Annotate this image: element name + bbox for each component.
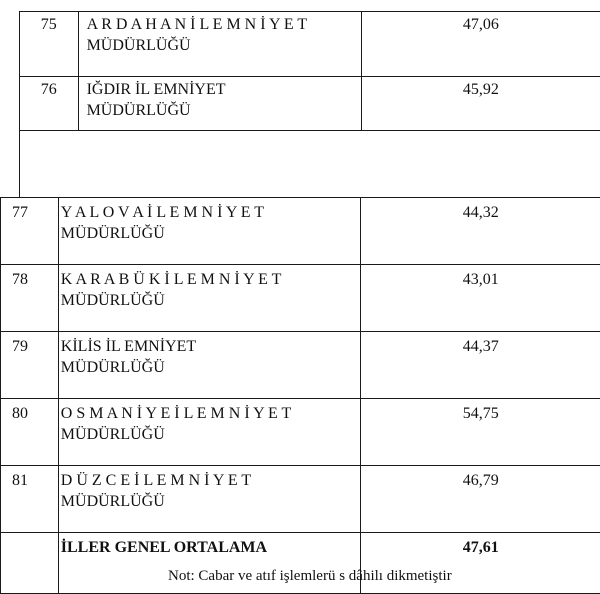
province-name-line1: A R D A H A N İ L E M N İ Y E T [87,16,308,33]
province-name-line1: O S M A N İ Y E İ L E M N İ Y E T [61,405,292,422]
row-number: 80 [1,399,59,466]
province-name-line2: MÜDÜRLÜĞÜ [61,426,165,443]
province-name-line1: Y A L O V A İ L E M N İ Y E T [61,204,264,221]
province-name-line1: IĞDIR İL EMNİYET [87,81,226,98]
row-number: 79 [1,332,59,399]
province-name [58,466,361,533]
row-number: 75 [20,12,79,77]
score-value: 44,32 [361,198,600,265]
table-row [1,332,600,399]
row-number: 77 [1,198,59,265]
province-name-line2: MÜDÜRLÜĞÜ [87,37,191,54]
province-score-table-bottom [0,197,600,594]
total-value: 47,61 [361,533,600,594]
province-name [58,332,361,399]
province-name-line1: D Ü Z C E İ L E M N İ Y E T [61,472,251,489]
score-value: 45,92 [361,77,600,131]
province-score-table-top [19,11,600,131]
province-name [58,198,361,265]
table-row [1,265,600,332]
province-name-line2: MÜDÜRLÜĞÜ [87,102,191,119]
table-row [1,198,600,265]
total-label: İLLER GENEL ORTALAMA [58,533,361,594]
province-name-line1: K A R A B Ü K İ L E M N İ Y E T [61,271,282,288]
page-break-gap [19,130,600,198]
total-number-cell [1,533,59,594]
table-row [1,399,600,466]
province-name [78,77,361,131]
footnote: Not: Cabar ve atıf işlemlerü s dâhilı dikmetiştir [168,568,452,585]
province-name [58,265,361,332]
province-name-line1: KİLİS İL EMNİYET [61,338,196,355]
province-name [78,12,361,77]
score-value: 43,01 [361,265,600,332]
score-value: 47,06 [361,12,600,77]
row-number: 78 [1,265,59,332]
table-row [20,12,600,77]
score-value: 46,79 [361,466,600,533]
province-name-line2: MÜDÜRLÜĞÜ [61,493,165,510]
province-name-line2: MÜDÜRLÜĞÜ [61,225,165,242]
score-value: 44,37 [361,332,600,399]
score-value: 54,75 [361,399,600,466]
province-name-line2: MÜDÜRLÜĞÜ [61,292,165,309]
province-name [58,399,361,466]
row-number: 76 [20,77,79,131]
province-name-line2: MÜDÜRLÜĞÜ [61,359,165,376]
row-number: 81 [1,466,59,533]
table-row [20,77,600,131]
table-row [1,466,600,533]
